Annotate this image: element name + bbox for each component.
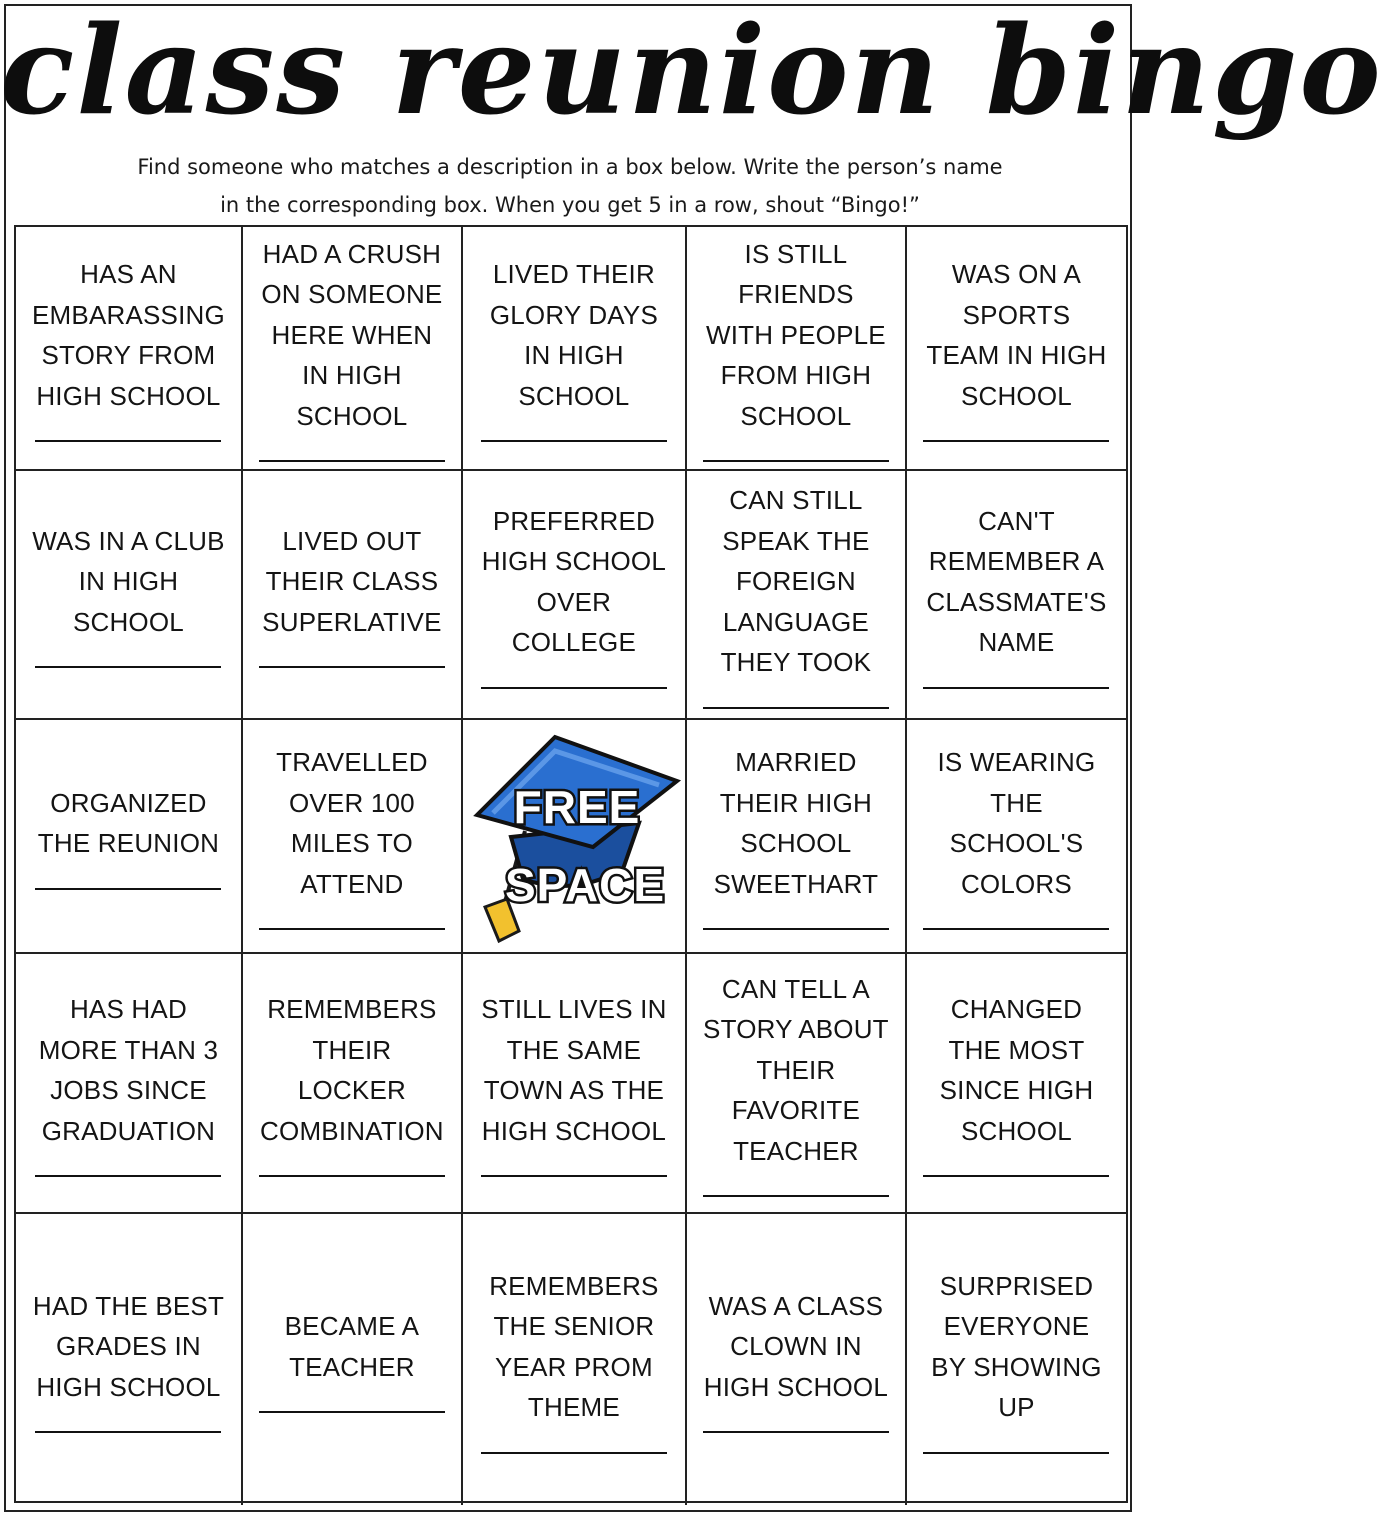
bingo-cell[interactable] — [16, 471, 243, 720]
bingo-cell[interactable] — [687, 1214, 907, 1505]
name-line[interactable] — [35, 440, 221, 442]
name-line[interactable] — [923, 1175, 1109, 1177]
name-line[interactable] — [481, 1452, 667, 1454]
name-line[interactable] — [35, 666, 221, 668]
name-line[interactable] — [259, 1175, 445, 1177]
name-line[interactable] — [703, 928, 889, 930]
name-line[interactable] — [481, 687, 667, 689]
bingo-grid — [14, 225, 1128, 1503]
bingo-cell[interactable] — [16, 954, 243, 1214]
name-line[interactable] — [35, 1175, 221, 1177]
name-line[interactable] — [259, 928, 445, 930]
cell-text: SURPRISED EVERYONE BY SHOWING UP — [931, 1270, 1102, 1422]
space-label: SPACE — [504, 859, 665, 911]
bingo-cell[interactable] — [243, 1214, 463, 1505]
name-line[interactable] — [703, 1195, 889, 1197]
cell-text: PREFERRED HIGH SCHOOL OVER COLLEGE — [481, 505, 667, 657]
bingo-cell[interactable] — [243, 227, 463, 471]
cell-text: IS WEARING THE SCHOOL'S COLORS — [937, 747, 1096, 899]
instructions-line-2: in the corresponding box. When you get 5 in a row, shout “Bingo!” — [220, 193, 920, 217]
bingo-cell[interactable] — [907, 471, 1126, 720]
instructions — [80, 148, 1060, 224]
bingo-cell[interactable] — [907, 227, 1126, 471]
name-line[interactable] — [35, 888, 221, 890]
name-line[interactable] — [703, 1431, 889, 1433]
cell-text: STILL LIVES IN THE SAME TOWN AS THE HIGH SCHOOL — [481, 994, 667, 1146]
name-line[interactable] — [259, 666, 445, 668]
cell-text: REMEMBERS THEIR LOCKER COMBINATION — [260, 994, 444, 1146]
name-line[interactable] — [923, 1452, 1109, 1454]
cell-text: BECAME A TEACHER — [284, 1311, 420, 1382]
name-line[interactable] — [481, 1175, 667, 1177]
name-line[interactable] — [35, 1431, 221, 1433]
free-space-graphic — [463, 719, 685, 953]
name-line[interactable] — [923, 687, 1109, 689]
bingo-cell[interactable] — [687, 720, 907, 954]
cell-text: HAS AN EMBARASSING STORY FROM HIGH SCHOOL — [32, 259, 225, 411]
cell-text: LIVED OUT THEIR CLASS SUPERLATIVE — [262, 525, 442, 637]
cell-text: MARRIED THEIR HIGH SCHOOL SWEETHART — [713, 747, 879, 899]
free-space-cell[interactable] — [463, 720, 687, 954]
cell-text: ORGANIZED THE REUNION — [37, 787, 220, 858]
bingo-cell[interactable] — [16, 227, 243, 471]
bingo-cell[interactable] — [907, 954, 1126, 1214]
cell-text: TRAVELLED OVER 100 MILES TO ATTEND — [276, 747, 428, 899]
bingo-cell[interactable] — [463, 471, 687, 720]
name-line[interactable] — [259, 1411, 445, 1413]
cell-text: HAS HAD MORE THAN 3 JOBS SINCE GRADUATION — [38, 994, 219, 1146]
bingo-cell[interactable] — [16, 1214, 243, 1505]
instructions-line-1: Find someone who matches a description in a box below. Write the person’s name — [137, 155, 1003, 179]
cell-text: CAN'T REMEMBER A CLASSMATE'S NAME — [926, 505, 1107, 657]
cell-text: HAD THE BEST GRADES IN HIGH SCHOOL — [32, 1290, 225, 1402]
bingo-cell[interactable] — [687, 954, 907, 1214]
cell-text: WAS IN A CLUB IN HIGH SCHOOL — [32, 525, 225, 637]
bingo-cell[interactable] — [907, 720, 1126, 954]
name-line[interactable] — [703, 707, 889, 709]
bingo-cell[interactable] — [243, 471, 463, 720]
bingo-cell[interactable] — [243, 954, 463, 1214]
name-line[interactable] — [481, 440, 667, 442]
bingo-cell[interactable] — [463, 954, 687, 1214]
name-line[interactable] — [703, 460, 889, 462]
bingo-cell[interactable] — [687, 471, 907, 720]
page-title: class reunion bingo — [0, 0, 1383, 142]
bingo-cell[interactable] — [687, 227, 907, 471]
cell-text: IS STILL FRIENDS WITH PEOPLE FROM HIGH SCHOOL — [705, 238, 886, 431]
cell-text: HAD A CRUSH ON SOMEONE HERE WHEN IN HIGH SCHOOL — [261, 238, 443, 431]
cell-text: CAN TELL A STORY ABOUT THEIR FAVORITE TEACHER — [703, 973, 889, 1166]
cell-text: WAS A CLASS CLOWN IN HIGH SCHOOL — [703, 1290, 889, 1402]
name-line[interactable] — [259, 460, 445, 462]
cell-text: WAS ON A SPORTS TEAM IN HIGH SCHOOL — [926, 259, 1107, 411]
cell-text: CAN STILL SPEAK THE FOREIGN LANGUAGE THEY TOOK — [720, 485, 872, 678]
name-line[interactable] — [923, 440, 1109, 442]
bingo-cell[interactable] — [463, 227, 687, 471]
free-label: FREE — [513, 781, 641, 833]
cell-text: REMEMBERS THE SENIOR YEAR PROM THEME — [489, 1270, 659, 1422]
bingo-cell[interactable] — [243, 720, 463, 954]
bingo-cell[interactable] — [907, 1214, 1126, 1505]
bingo-cell[interactable] — [16, 720, 243, 954]
bingo-cell[interactable] — [463, 1214, 687, 1505]
cell-text: LIVED THEIR GLORY DAYS IN HIGH SCHOOL — [489, 259, 658, 411]
cell-text: CHANGED THE MOST SINCE HIGH SCHOOL — [939, 994, 1094, 1146]
name-line[interactable] — [923, 928, 1109, 930]
